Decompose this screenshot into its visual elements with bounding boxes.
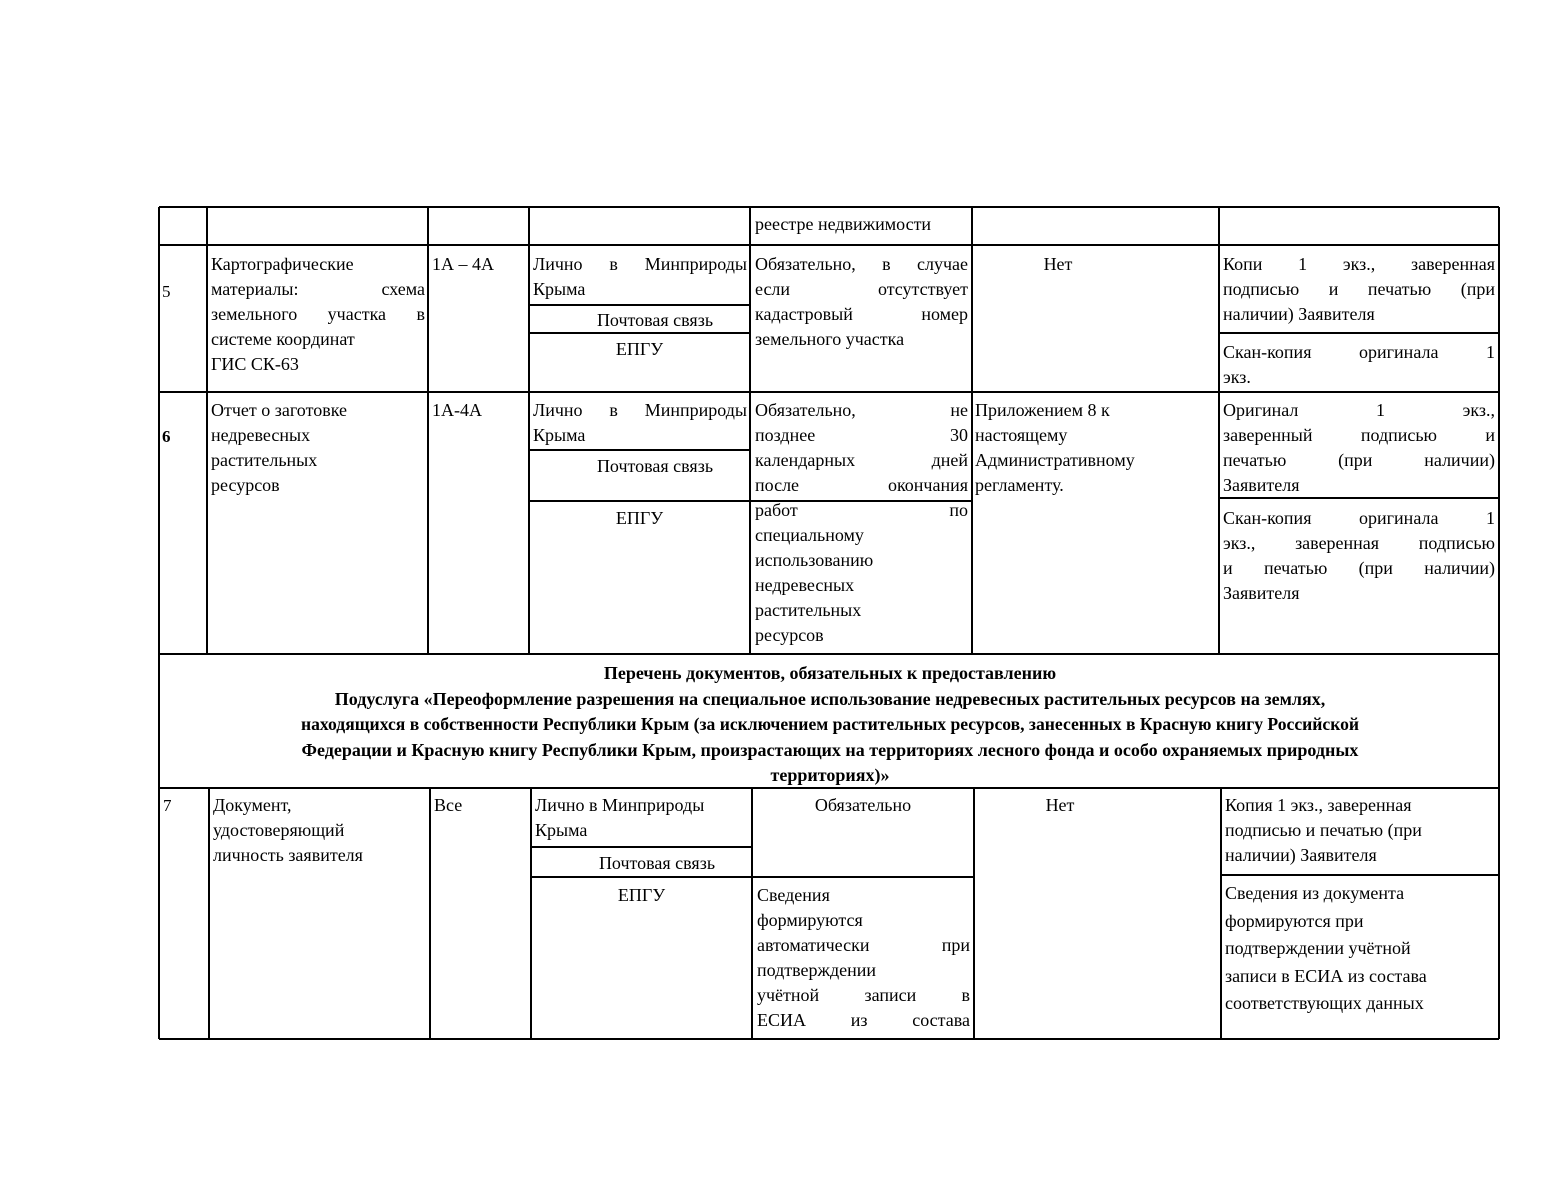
- row7-method-personal: Лично в Минприроды Крыма: [535, 795, 705, 840]
- row6-method-epgu: ЕПГУ: [615, 508, 664, 528]
- section-header-line: территориях)»: [770, 765, 890, 785]
- row5-method-epgu: ЕПГУ: [615, 339, 664, 359]
- row5-method-personal: Лично в Минприроды Крыма: [533, 254, 747, 299]
- row5-method-post: Почтовая связь: [596, 310, 714, 330]
- row6-condition: Обязательно, не позднее 30 календарных дней после окончания работ по специальному использованию недревесных растительных ресурсов: [755, 400, 968, 645]
- row6-method-post: Почтовая связь: [596, 456, 714, 476]
- section-header-line: Подуслуга «Переоформление разрешения на специальное использование недревесных растительных ресурсов на землях,: [334, 688, 1326, 709]
- row7-requirements-paper: Копия 1 экз., заверенная подписью и печатью (при наличии) Заявителя: [1225, 795, 1422, 865]
- row7-requirements-epgu: Сведения из документа формируются при подтверждении учётной записи в ЕСИА из состава соответствующих данных: [1225, 883, 1427, 1013]
- row6-requirements-paper: Оригинал 1 экз., заверенный подписью и печатью (при наличии) Заявителя: [1223, 400, 1495, 495]
- row7-condition-paper: Обязательно: [814, 795, 912, 815]
- row5-condition: Обязательно, в случае если отсутствует кадастровый номер земельного участка: [755, 254, 968, 349]
- section-header-line: Перечень документов, обязательных к предоставлению: [603, 663, 1057, 683]
- row6-method-personal: Лично в Минприроды Крыма: [533, 400, 747, 445]
- row5-number: 5: [162, 282, 171, 301]
- row6-form: Приложением 8 к настоящему Административному регламенту.: [975, 400, 1135, 495]
- row6-categories: 1А-4А: [432, 400, 482, 420]
- row7-condition-epgu: Сведения формируются автоматически при подтверждении учётной записи в ЕСИА из состава: [757, 885, 970, 1030]
- row5-form: Нет: [1043, 254, 1073, 274]
- row7-method-epgu: ЕПГУ: [617, 885, 666, 905]
- top-row-condition-text: реестре недвижимости: [755, 214, 932, 234]
- row7-categories: Все: [434, 795, 463, 815]
- row6-document-name: Отчет о заготовке недревесных растительных ресурсов: [211, 400, 347, 495]
- row7-method-post: Почтовая связь: [598, 853, 716, 873]
- section-header-line: Федерации и Красную книгу Республики Крым, произрастающих на территориях лесного фонда и особо охраняемых природных: [301, 739, 1359, 760]
- row5-requirements-paper: Копи 1 экз., заверенная подписью и печатью (при наличии) Заявителя: [1223, 254, 1495, 324]
- section-header: [160, 661, 1500, 789]
- row7-document-name: Документ, удостоверяющий личность заявителя: [213, 795, 363, 865]
- row6-requirements-scan: Скан-копия оригинала 1 экз., заверенная подписью и печатью (при наличии) Заявителя: [1223, 508, 1495, 603]
- row5-requirements-scan: Скан-копия оригинала 1 экз.: [1223, 342, 1495, 387]
- row5-document-name: Картографические материалы: схема земельного участка в системе координат ГИС СК-63: [211, 254, 425, 374]
- row7-form: Нет: [1045, 795, 1075, 815]
- section-header-line: находящихся в собственности Республики Крым (за исключением растительных ресурсов, занесенных в Красную книгу Российской: [300, 714, 1360, 734]
- row5-categories: 1А – 4А: [432, 254, 494, 274]
- row6-number: 6: [162, 427, 171, 446]
- row7-number: 7: [163, 796, 172, 815]
